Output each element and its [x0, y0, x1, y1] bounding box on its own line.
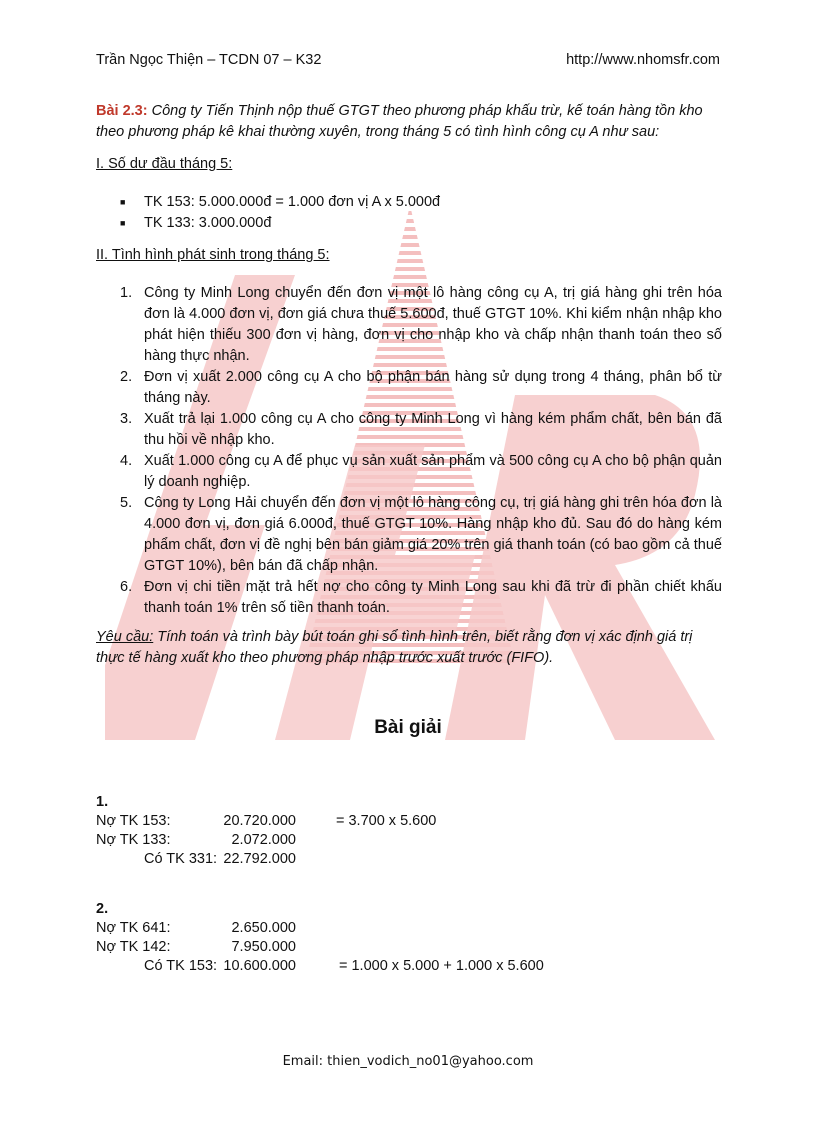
list-item: ■ TK 133: 3.000.000đ	[120, 213, 440, 234]
requirement	[96, 627, 722, 669]
list-item: 4. Xuất 1.000 công cụ A để phục vụ sản xuất sản phẩm và 500 công cụ A cho bộ phận quản lý doanh nghiệp.	[120, 453, 722, 490]
bullet-square-icon: ■	[120, 218, 126, 228]
list-item: 1. Công ty Minh Long chuyển đến đơn vị một lô hàng công cụ A, trị giá hàng ghi trên hóa đơn là 4.000 đơn vị, đơn giá chưa thuế 5.600đ, thuế GTGT 10%. Khi kiểm nhận nhập kho phát hiện thiếu 300 đơn vị hàng, đơn vị cho nhập kho và chấp nhận thanh toán theo số hàng thực nhận.	[120, 285, 722, 364]
list-item: 3. Xuất trả lại 1.000 công cụ A cho công ty Minh Long vì hàng kém phẩm chất, bên bán đã thu hồi về nhập kho.	[120, 411, 722, 448]
header-author: Trần Ngọc Thiện – TCDN 07 – K32	[96, 52, 322, 68]
list-item: 5. Công ty Long Hải chuyển đến đơn vị một lô hàng công cụ, trị giá hàng ghi trên hóa đơn là 4.000 đơn vị, đơn giá 6.000đ, thuế GTGT 10%. Hàng nhập kho đủ. Sau đó do hàng kém phẩm chất, đơn vị đề nghị bên bán giảm giá 20% trên giá thanh toán (có bao gồm cả thuế GTGT 10%), bên bán đã chấp nhận.	[120, 495, 722, 574]
header-url[interactable]: http://www.nhomsfr.com	[566, 52, 720, 68]
problem-tag: Bài 2.3:	[96, 103, 148, 119]
problem-intro	[96, 101, 722, 143]
list-item: ■ TK 153: 5.000.000đ = 1.000 đơn vị A x 5.000đ	[120, 192, 440, 213]
requirement-label: Yêu cầu:	[96, 629, 154, 645]
problem-text: Công ty Tiến Thịnh nộp thuế GTGT theo phương pháp khấu trừ, kế toán hàng tồn kho theo phương pháp kê khai thường xuyên, trong tháng 5 có tình hình công cụ A như sau:	[96, 103, 703, 140]
journal-entry-2: 2. Nợ TK 641: 2.650.000 Nợ TK 142: 7.950.000 Có TK 153: 10.600.000 = 1.000 x 5.000 + 1.000 x 5.600	[96, 900, 596, 976]
solution-title: Bài giải	[374, 717, 442, 738]
opening-balance-list	[120, 192, 440, 234]
entry-number: 2.	[96, 901, 109, 917]
section-events-title: II. Tình hình phát sinh trong tháng 5:	[96, 247, 330, 263]
list-item: 2. Đơn vị xuất 2.000 công cụ A cho bộ phận bán hàng sử dụng trong 4 tháng, phân bổ từ tháng này.	[120, 369, 722, 406]
journal-entry-1: 1. Nợ TK 153: 20.720.000 = 3.700 x 5.600 Nợ TK 133: 2.072.000 Có TK 331: 22.792.000	[96, 793, 596, 869]
entry-number: 1.	[96, 794, 109, 810]
section-opening-balance-title: I. Số dư đầu tháng 5:	[96, 156, 233, 172]
list-item: 6. Đơn vị chi tiền mặt trả hết nợ cho công ty Minh Long sau khi đã trừ đi phần chiết khấu thanh toán 1% trên số tiền thanh toán.	[120, 579, 722, 616]
bullet-square-icon: ■	[120, 197, 126, 207]
events-list	[120, 283, 722, 619]
footer-email: Email: thien_vodich_no01@yahoo.com	[282, 1054, 534, 1069]
requirement-text: Tính toán và trình bày bút toán ghi sổ tình hình trên, biết rằng đơn vị xác định giá trị thực tế hàng xuất kho theo phương pháp nhập trước xuất trước (FIFO).	[96, 629, 693, 666]
